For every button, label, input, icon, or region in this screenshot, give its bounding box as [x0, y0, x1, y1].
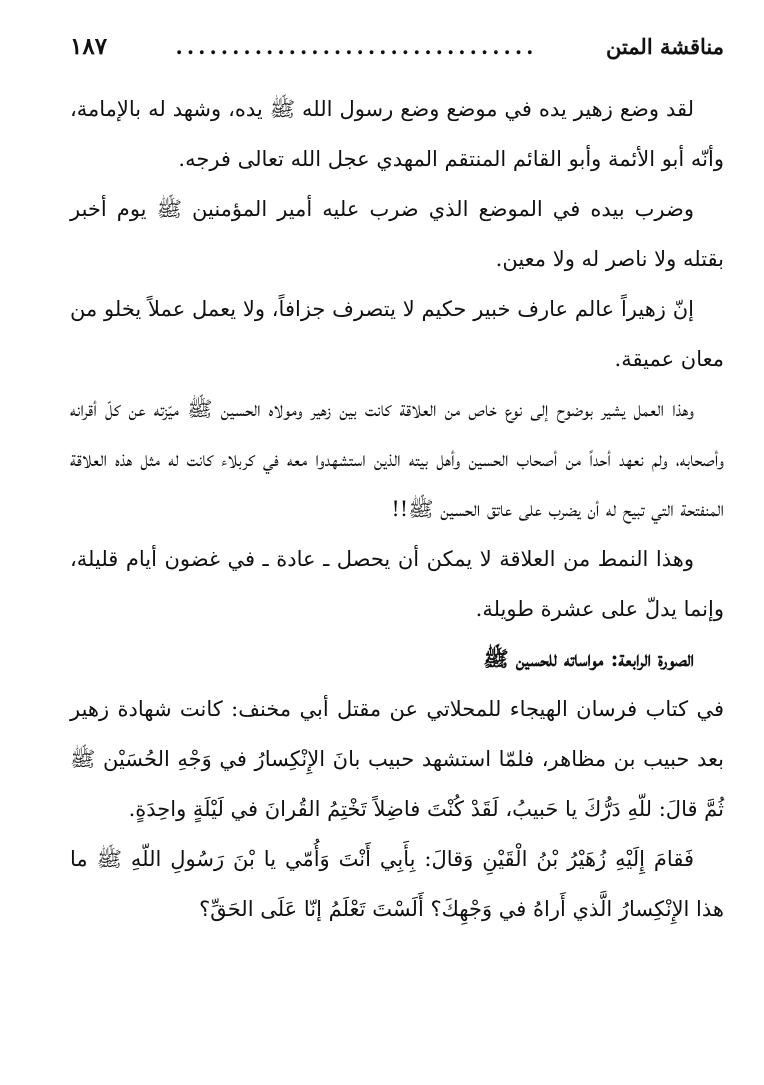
paragraph-1: لقد وضع زهير يده في موضع وضع رسول الله ﷺ يده، وشهد له بالإمامة، وأنّه أبو الأئمة وأبو القائم المنتقم المهدي عجل الله تعالى فرجه. — [70, 97, 724, 171]
paragraph-3: إنّ زهيراً عالم عارف خبير حكيم لا يتصرف جزافاً، ولا يعمل عملاً يخلو من معان عميقة. — [70, 297, 724, 371]
paragraph-2: وضرب بيده في الموضع الذي ضرب عليه أمير المؤمنين ﷺ يوم أخبر بقتله ولا ناصر له ولا معين. — [70, 197, 724, 271]
page-header — [70, 28, 724, 64]
leader-dots: ................................ — [175, 33, 538, 59]
paragraph-4: وهذا العمل يشير بوضوح إلى نوع خاص من العلاقة كانت بين زهير ومولاه الحسين ﷺ ميّزته عن كلّ أقرانه وأصحابه، ولم نعهد أحداً من أصحاب الحسين وأهل بيته الذين استشهدوا معه في كربلاء كانت له مثل هذه العلاقة المنفتحة التي تبيح له أن يضرب على عاتق الحسين ﷺ!! — [70, 397, 724, 521]
running-title: مناقشة المتن — [605, 33, 724, 59]
paragraph-5: وهذا النمط من العلاقة لا يمكن أن يحصل ـ عادة ـ في غضون أيام قليلة، وإنما يدلّ على عشرة طويلة. — [70, 547, 724, 621]
page-number: ١٨٧ — [70, 32, 108, 60]
paragraph-7: فَقامَ إِلَيْهِ زُهَيْرُ بْنُ الْقَيْنِ وَقالَ: بِأَبِي أَنْتَ وَأُمّي يا بْنَ رَسُولِ اللّهِ ﷺ ما هذا الإِنْكِسارُ الَّذي أَراهُ في وَجْهِكَ؟ أَلَسْتَ تَعْلَمُ إنّا عَلَى الحَقِّ؟ — [70, 847, 724, 921]
page-body — [70, 84, 724, 934]
section-heading: الصورة الرابعة: مواساته للحسين ﷺ — [483, 646, 694, 671]
paragraph-6: في كتاب فرسان الهيجاء للمحلاتي عن مقتل أبي مخنف: كانت شهادة زهير بعد حبيب بن مظاهر، فلمّا استشهد حبيب بانَ الإِنْكِسارُ في وَجْهِ الحُسَيْن ﷺ ثُمَّ قالَ: للّهِ دَرُّكَ يا حَبيبُ، لَقَدْ كُنْتَ فاضِلاً تَخْتِمُ القُرانَ في لَيْلَةٍ واحِدَةٍ. — [70, 697, 724, 821]
